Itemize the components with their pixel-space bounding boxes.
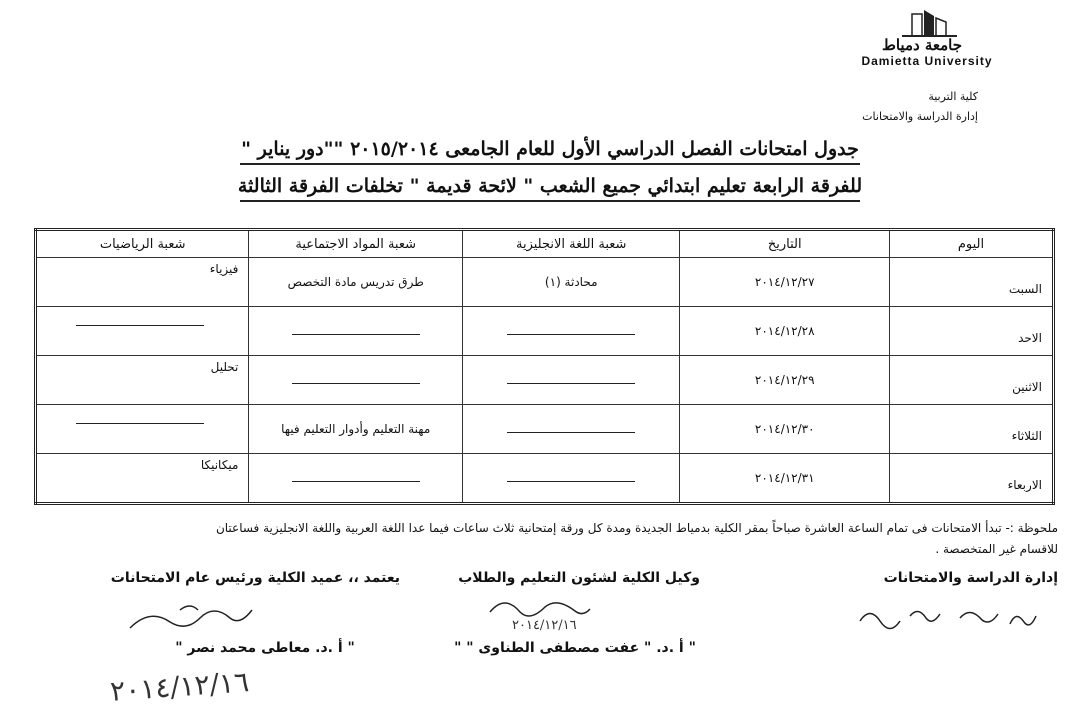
math-subject: ميكانيكا [200,458,239,472]
title-underline [240,163,860,165]
cell-english: محادثة (١) [462,258,680,307]
header-social: شعبة المواد الاجتماعية [249,230,463,258]
note-line-2: للاقسام غير المتخصصة . [935,542,1058,556]
math-subject: فيزياء [209,262,239,276]
cell-date: ٢٠١٤/١٢/٢٩ [680,356,890,405]
header-math: شعبة الرياضيات [36,230,249,258]
cell-social: مهنة التعليم وأدوار التعليم فيها [249,405,463,454]
cell-math [36,307,249,356]
dean-name: " أ .د. معاطى محمد نصر " [175,640,355,656]
schedule-title: جدول امتحانات الفصل الدراسي الأول للعام الجامعى ٢٠١٥/٢٠١٤ ""دور يناير " [241,138,859,160]
blank-line [507,334,635,335]
vice-dean-date: ٢٠١٤/١٢/١٦ [512,618,577,633]
blank-line [292,481,420,482]
cell-english [462,454,680,504]
cell-english [462,405,680,454]
table-row [36,454,1054,504]
cell-day: الاحد [889,307,1053,356]
table-row [36,405,1054,454]
cell-math [36,258,249,307]
vice-dean-name: " أ .د. " عفت مصطفى الطناوى " " [454,640,696,656]
blank-line [292,334,420,335]
dean-date: ٢٠١٤/١٢/١٦ [109,665,251,708]
logo-arabic-name: جامعة دمياط [881,36,963,54]
note-line-1: ملحوظة :- تبدأ الامتحانات فى تمام الساعة العاشرة صباحاً بمقر الكلية بدمياط الجديدة ومدة كل ورقة إمتحانية ثلاث ساعات فيما عدا اللغة العربية واللغة الانجليزية فساعتان [215,521,1058,535]
table-row [36,258,1054,307]
table-header-row [36,230,1054,258]
cell-date: ٢٠١٤/١٢/٣١ [680,454,890,504]
schedule-subtitle: للفرقة الرابعة تعليم ابتدائي جميع الشعب " لائحة قديمة " تخلفات الفرقة الثالثة [237,175,863,197]
cell-math [36,454,249,504]
cell-social [249,307,463,356]
blank-line [507,432,635,433]
exam-schedule-table [34,228,1055,505]
university-logo [842,8,1012,68]
cell-social [249,454,463,504]
admin-signature-title: إدارة الدراسة والامتحانات [883,570,1058,586]
header-date: التاريخ [680,230,890,258]
cell-day: الاربعاء [889,454,1053,504]
blank-line [507,383,635,384]
logo-icon [842,8,1012,38]
cell-date: ٢٠١٤/١٢/٣٠ [680,405,890,454]
dean-title: يعتمد ،، عميد الكلية ورئيس عام الامتحانات [110,570,400,586]
blank-line [76,423,204,424]
cell-day: السبت [889,258,1053,307]
math-subject: تحليل [210,360,239,374]
cell-date: ٢٠١٤/١٢/٢٧ [680,258,890,307]
blank-line [507,481,635,482]
cell-english [462,307,680,356]
faculty-name: كلية التربية [928,90,978,103]
blank-line [76,325,204,326]
header-english: شعبة اللغة الانجليزية [462,230,680,258]
logo-english-name: Damietta University [861,54,993,68]
cell-social: طرق تدريس مادة التخصص [249,258,463,307]
admin-handwritten-signatures [850,596,1050,636]
cell-english [462,356,680,405]
blank-line [292,383,420,384]
cell-math [36,405,249,454]
department-name: إدارة الدراسة والامتحانات [862,110,978,123]
cell-date: ٢٠١٤/١٢/٢٨ [680,307,890,356]
cell-social [249,356,463,405]
dean-signature [120,596,280,640]
table-row [36,356,1054,405]
vice-dean-title: وكيل الكلية لشئون التعليم والطلاب [458,570,700,586]
cell-day: الاثنين [889,356,1053,405]
header-day: اليوم [889,230,1053,258]
subtitle-underline [240,200,860,202]
table-row [36,307,1054,356]
cell-day: الثلاثاء [889,405,1053,454]
cell-math [36,356,249,405]
